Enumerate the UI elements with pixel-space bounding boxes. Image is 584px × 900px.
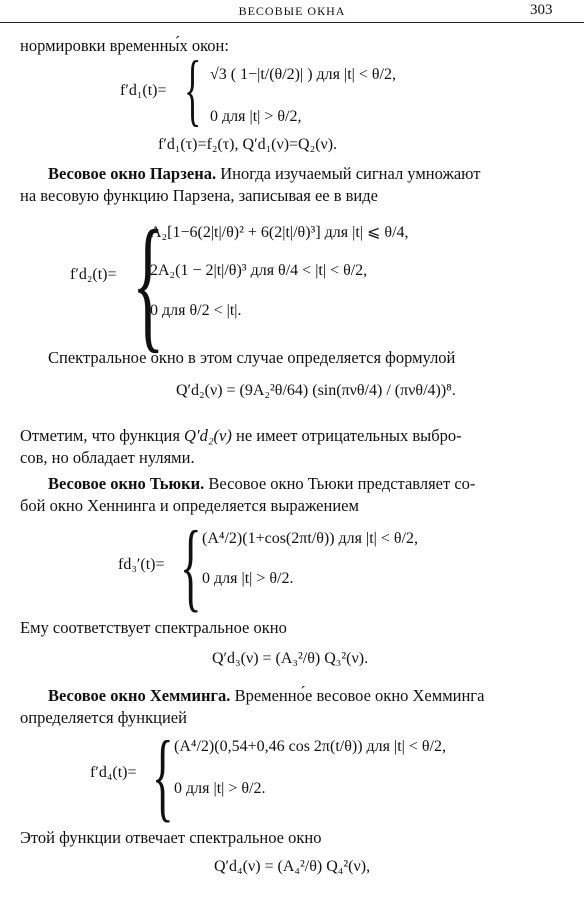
header-rule: [0, 22, 584, 23]
formula-6-row-2: 0 для |t| > θ/2.: [174, 780, 266, 797]
note-paragraph-line-1: [20, 424, 462, 447]
formula-4-row-1: (A⁴/2)(1+cos(2πt/θ)) для |t| < θ/2,: [202, 530, 418, 547]
formula-1-line-3: f′d₁(τ)=f₂(τ), Q′d₁(ν)=Q₂(ν).: [158, 136, 338, 153]
formula-1-row-1: √3 ( 1−|t/(θ/2)| ) для |t| < θ/2,: [210, 66, 396, 83]
formula-6-brace: {: [152, 720, 174, 831]
parzen-text-1: Иногда изучаемый сигнал умножают: [216, 164, 481, 183]
parzen-paragraph-line-2: на весовую функцию Парзена, записывая ее в виде: [20, 186, 378, 205]
parzen-heading: Весовое окно Парзена.: [48, 164, 217, 183]
hamming-text-1: Временно́е весовое окно Хемминга: [230, 686, 485, 705]
tukey-text-1: Весовое окно Тьюки представляет со-: [204, 474, 476, 493]
formula-3: Q′d₂(ν) = (9A₂²θ/64) (sin(πνθ/4) / (πνθ/4))⁸.: [176, 382, 456, 399]
formula-7: Q′d₄(ν) = (A₄²/θ) Q₄²(ν),: [214, 858, 371, 875]
note-paragraph-line-2: сов, но обладает нулями.: [20, 448, 195, 467]
formula-2-row-2: 2A₂(1 − 2|t|/θ)³ для θ/4 < |t| < θ/2,: [150, 262, 368, 279]
formula-2-brace: {: [132, 200, 165, 366]
formula-2-lhs: f′d₂(t)=: [70, 266, 117, 283]
formula-4-row-2: 0 для |t| > θ/2.: [202, 570, 294, 587]
formula-1-row-2: 0 для |t| > θ/2,: [210, 108, 302, 125]
formula-1-lhs: f′d₁(t)=: [120, 82, 167, 99]
hamming-paragraph-line-1: [48, 684, 484, 707]
formula-5: Q′d₃(ν) = (A₃²/θ) Q₃²(ν).: [212, 650, 369, 667]
paragraph-normalization: нормировки временны́х окон:: [20, 36, 229, 55]
note-text-1: Отметим, что функция: [20, 426, 180, 445]
running-head: ВЕСОВЫЕ ОКНА: [238, 4, 346, 18]
hamming-spectral-paragraph: Этой функции отвечает спектральное окно: [20, 828, 322, 847]
formula-4-lhs: fd₃′(t)=: [118, 556, 165, 573]
tukey-paragraph-line-2: бой окно Хеннинга и определяется выражением: [20, 496, 359, 515]
note-text-1b: не имеет отрицательных выбро-: [236, 426, 462, 445]
formula-2-row-3: 0 для θ/2 < |t|.: [150, 302, 242, 319]
spectral-paragraph: Спектральное окно в этом случае определяется формулой: [48, 348, 456, 367]
formula-6-lhs: f′d₄(t)=: [90, 764, 137, 781]
hamming-paragraph-line-2: определяется функцией: [20, 708, 187, 727]
formula-1-brace: {: [184, 46, 202, 134]
tukey-paragraph-line-1: [48, 472, 475, 495]
parzen-paragraph-line-1: [48, 162, 481, 185]
tukey-spectral-paragraph: Ему соответствует спектральное окно: [20, 618, 287, 637]
formula-6-row-1: (A⁴/2)(0,54+0,46 cos 2π(t/θ)) для |t| < θ/2,: [174, 738, 446, 755]
tukey-heading: Весовое окно Тьюки.: [48, 474, 205, 493]
formula-2-row-1: A₂[1−6(2|t|/θ)² + 6(2|t|/θ)³] для |t| ⩽ θ/4,: [150, 224, 409, 241]
hamming-heading: Весовое окно Хемминга.: [48, 686, 231, 705]
note-function: Q′d₂(ν): [184, 426, 232, 445]
formula-4-brace: {: [180, 510, 202, 621]
page-number: 303: [530, 2, 553, 18]
